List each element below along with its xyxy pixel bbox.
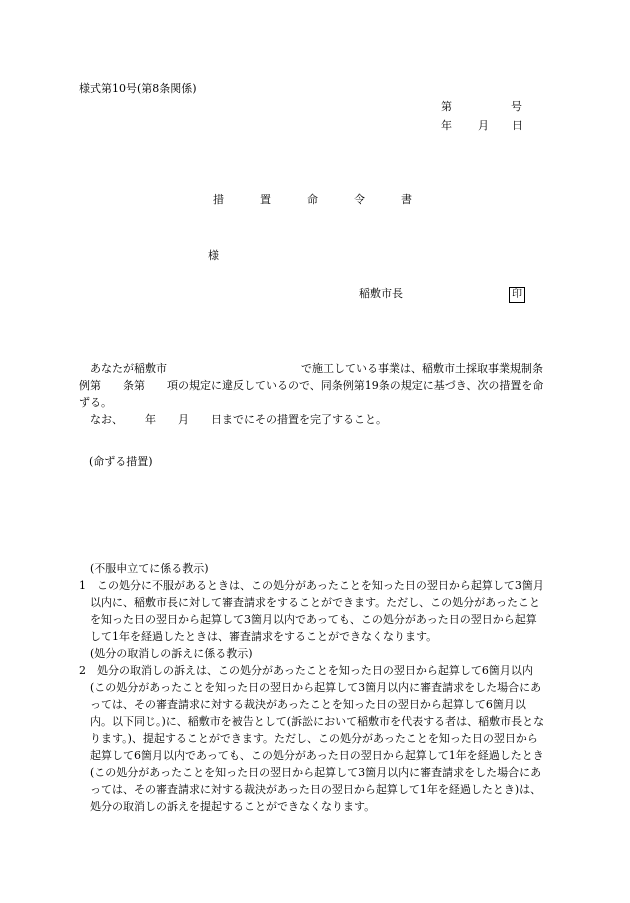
order-body xyxy=(79,360,547,428)
order-paragraph: あなたが稲敷市 で施工している事業は、稲敷市土採取事業規制条例第 条第 項の規定に違反しているので、同条例第19条の規定に基づき、次の措置を命ずる。 xyxy=(79,362,544,409)
date-day: 日 xyxy=(512,119,523,132)
title-char: 命 xyxy=(307,193,318,206)
title-char: 措 xyxy=(213,193,224,206)
measures-heading: (命ずる措置) xyxy=(89,455,153,468)
document-title xyxy=(213,194,448,205)
title-char: 置 xyxy=(260,193,271,206)
doc-number-suffix: 号 xyxy=(511,100,522,113)
notice-heading-1: (不服申立てに係る教示) xyxy=(90,562,209,575)
appeal-notice xyxy=(79,560,547,815)
seal-mark xyxy=(509,287,525,303)
issuer: 稲敷市長 xyxy=(359,287,403,300)
doc-number-prefix: 第 xyxy=(441,100,452,113)
form-number: 様式第10号(第8条関係) xyxy=(79,82,197,95)
seal-label: 印 xyxy=(512,289,522,300)
notice-heading-2: (処分の取消しの訴えに係る教示) xyxy=(90,647,253,660)
date-month: 月 xyxy=(478,119,489,132)
notice-item-2: 2 処分の取消しの訴えは、この処分があったことを知った日の翌日から起算して6箇月以内(この処分があったことを知った日の翌日から起算して3箇月以内に審査請求をした場合にあっては、その審査請求に対する裁決があったことを知った日の翌日から起算して6箇月以内。以下同じ。)に、稲敷市を被告として(訴訟において稲敷市を代表する者は、稲敷市長となります。)、提起することができます。ただし、この処分があったことを知った日の翌日から起算して6箇月以内であっても、この処分があった日の翌日から起算して1年を経過したとき(この処分があったことを知った日の翌日から起算して3箇月以内に審査請求をした場合にあっては、その審査請求に対する裁決があった日の翌日から起算して1年を経過したとき)は、処分の取消しの訴えを提起することができなくなります。 xyxy=(79,664,545,813)
title-char: 書 xyxy=(401,193,412,206)
addressee-suffix: 様 xyxy=(208,249,219,262)
date-year: 年 xyxy=(441,119,452,132)
title-char: 令 xyxy=(354,193,365,206)
notice-item-1: 1 この処分に不服があるときは、この処分があったことを知った日の翌日から起算して3箇月以内に、稲敷市長に対して審査請求をすることができます。ただし、この処分があったことを知った日の翌日から起算して3箇月以内であっても、この処分があった日の翌日から起算して1年を経過したときは、審査請求をすることができなくなります。 xyxy=(79,579,544,643)
deadline-paragraph: なお、 年 月 日までにその措置を完了すること。 xyxy=(90,413,387,426)
